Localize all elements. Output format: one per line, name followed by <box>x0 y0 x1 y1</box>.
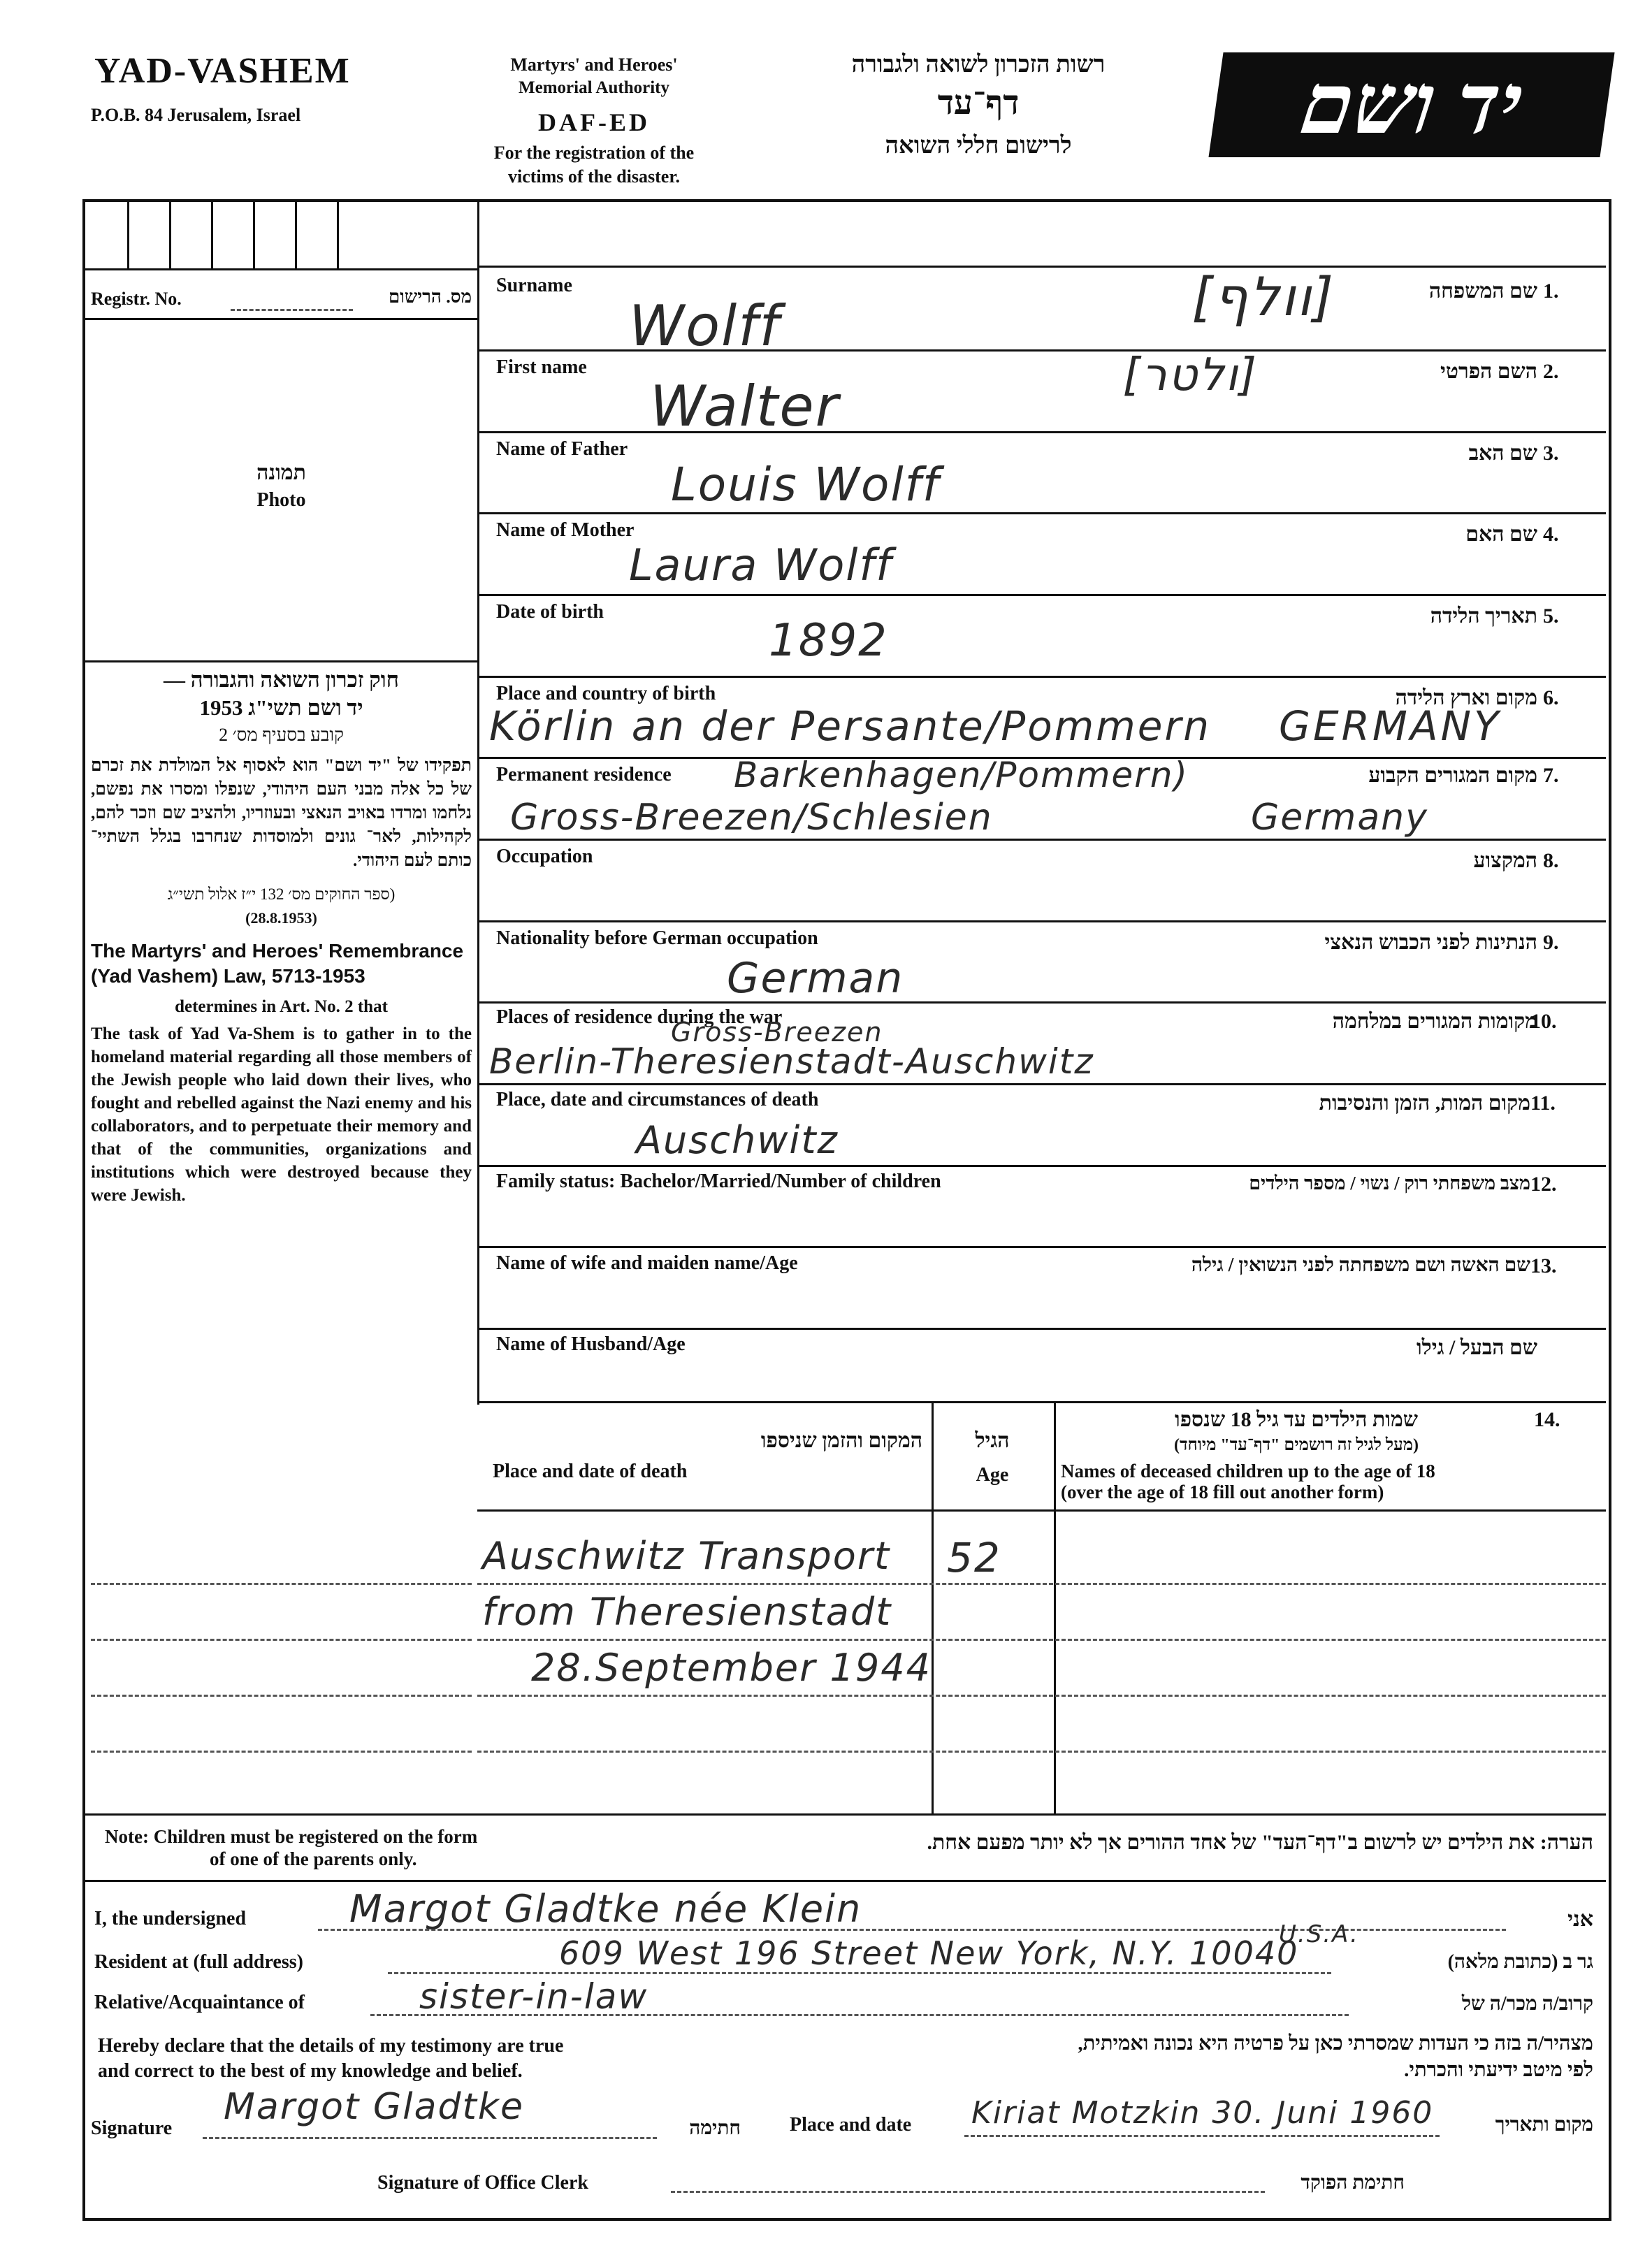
surname-label-hebrew: שם המשפחה <box>1428 280 1537 303</box>
signature-line <box>203 2137 657 2139</box>
law-body-hebrew: תפקידו של "יד ושם" הוא לאסוף אל המולדת את זכרם של כל אלה מבני העם היהודי, שנפלו ומסרו את נפשם, נלחמו ומרדו באויב הנאצי ובעוזריו, ולהציב שם וזכר להם, לקהילות, לאר־ גונים ולמוסדות שנחרבו בגלל השתיי־ כותם לעם היהודי. <box>91 756 472 870</box>
birth-place-value[interactable]: Körlin an der Persante/Pommern <box>489 702 1211 750</box>
children-place-header-hebrew: המקום והזמן שניספו <box>760 1429 922 1452</box>
note-rule <box>85 1880 1606 1882</box>
first-name-value[interactable]: Walter <box>650 374 840 439</box>
registr-rule <box>85 318 477 320</box>
declaration-hebrew-2: לפי מיטב ידיעתי והכרתי. <box>1404 2059 1593 2081</box>
left-column-divider <box>477 199 479 1405</box>
birth-country-value[interactable]: GERMANY <box>1279 702 1502 750</box>
row-rule-5 <box>477 676 1606 678</box>
signature-value[interactable]: Margot Gladtke <box>224 2086 524 2128</box>
row-rule-12 <box>477 1246 1606 1248</box>
children-age-header-hebrew: הגיל <box>975 1429 1010 1452</box>
field-number-6: 6. <box>1543 686 1559 709</box>
field-number-10: 10. <box>1530 1010 1557 1033</box>
daf-ed-title: DAF-ED <box>538 108 650 136</box>
undersigned-value[interactable]: Margot Gladtke née Klein <box>349 1887 862 1931</box>
law-determines: determines in Art. No. 2 that <box>175 997 388 1016</box>
row-rule-3 <box>477 512 1606 514</box>
undersigned-label-hebrew: אני <box>1567 1908 1593 1931</box>
field-number-8: 8. <box>1543 849 1559 872</box>
law-section-hebrew: קובע בסעיף מס׳ 2 <box>219 725 344 745</box>
relative-value[interactable]: sister-in-law <box>419 1976 649 2017</box>
residence-value-1[interactable]: Barkenhagen/Pommern) <box>734 755 1189 795</box>
registration-boxes <box>85 202 477 270</box>
law-title-hebrew-1: חוק זכרון השואה והגבורה — <box>163 667 400 692</box>
field-number-4: 4. <box>1543 523 1559 546</box>
row-rule-8 <box>477 920 1606 922</box>
note-english-2: of one of the parents only. <box>210 1848 417 1869</box>
note-english-1: Note: Children must be registered on the form <box>105 1826 478 1847</box>
nationality-label-hebrew: הנתינות לפני הכבוש הנאצי <box>1324 931 1537 954</box>
top-right-header-rule <box>477 266 1606 268</box>
resident-value[interactable]: 609 West 196 Street New York, N.Y. 10040 <box>559 1934 1299 1972</box>
war-residence-insert: Gross-Breezen <box>671 1017 883 1048</box>
law-date: (28.8.1953) <box>245 909 317 927</box>
wife-name-label: Name of wife and maiden name/Age <box>496 1252 798 1274</box>
declaration-english-2: and correct to the best of my knowledge and belief. <box>98 2060 523 2082</box>
authority-line-1: Martyrs' and Heroes' <box>510 55 678 75</box>
row-rule-9 <box>477 1001 1606 1004</box>
place-date-value[interactable]: Kiriat Motzkin 30. Juni 1960 <box>971 2095 1434 2131</box>
clerk-signature-line[interactable] <box>671 2191 1265 2193</box>
war-residence-label-hebrew: מקומות המגורים במלחמה <box>1332 1010 1537 1033</box>
field-number-1: 1. <box>1543 280 1559 303</box>
declaration-hebrew-1: מצהיר/ה בזה כי העדות שמסרתי כאן על פרטיה היא נכונה ואמיתית, <box>1078 2032 1593 2055</box>
children-header-rule <box>477 1509 1606 1512</box>
field-number-2: 2. <box>1543 360 1559 383</box>
law-text-panel <box>91 667 472 1207</box>
children-row-line-6 <box>477 1639 1606 1641</box>
registration-line-2: victims of the disaster. <box>507 166 680 187</box>
place-date-label: Place and date <box>790 2114 912 2136</box>
first-name-hebrew-value: [ולטר] <box>1122 349 1258 401</box>
children-names-header-hebrew-2: (מעל לגיל זה רושמים "דף־עד" מיוחד) <box>1174 1436 1419 1454</box>
row-rule-4 <box>477 594 1606 596</box>
mother-name-label: Name of Mother <box>496 519 635 541</box>
children-row-line-2 <box>91 1639 472 1641</box>
row-rule-14 <box>477 1401 1606 1403</box>
occupation-label-hebrew: המקצוע <box>1473 849 1537 872</box>
father-name-label-hebrew: שם האב <box>1468 442 1537 465</box>
nationality-value[interactable]: German <box>727 954 904 1003</box>
husband-name-label: Name of Husband/Age <box>496 1333 686 1355</box>
children-table-bottom <box>85 1813 1606 1816</box>
children-row-line-1 <box>91 1583 472 1585</box>
field-number-7: 7. <box>1543 764 1559 787</box>
family-status-label-hebrew: מצב משפחתי רוק / נשוי / מספר הילדים <box>1249 1173 1530 1194</box>
mother-name-value[interactable]: Laura Wolff <box>629 539 893 591</box>
husband-name-label-hebrew: שם הבעל / גילו <box>1416 1336 1537 1359</box>
daf-ed-hebrew: דף־עד <box>937 85 1020 122</box>
date-of-birth-value[interactable]: 1892 <box>769 615 888 667</box>
children-row-line-8 <box>477 1751 1606 1753</box>
father-name-value[interactable]: Louis Wolff <box>671 458 941 512</box>
authority-hebrew: רשות הזכרון לשואה ולגבורה <box>851 52 1106 78</box>
clerk-signature-label-hebrew: חתימת הפוקד <box>1300 2172 1405 2194</box>
signature-label: Signature <box>91 2117 173 2139</box>
photo-rule <box>85 660 477 662</box>
war-residence-label: Places of residence during the war <box>496 1006 783 1028</box>
field-number-9: 9. <box>1543 931 1559 954</box>
birth-place-label-hebrew: מקום וארץ הלידה <box>1395 686 1537 709</box>
father-name-label: Name of Father <box>496 438 628 460</box>
relative-label-hebrew: קרוב/ה מכר/ה של <box>1461 1993 1593 2015</box>
row-rule-2 <box>477 431 1606 433</box>
law-body-english: The task of Yad Va-Shem is to gather in to the homeland material regarding all those members of the Jewish people who laid down their lives, who fought and rebelled against the Nazi enemy and his collaborators, and to perpetuate their memory and that of the communities, organizations and institutions which were destroyed because they were Jewish. <box>91 1024 472 1205</box>
date-of-birth-label-hebrew: תאריך הלידה <box>1430 604 1537 628</box>
children-names-header-hebrew-1: שמות הילדים עד גיל 18 שנספו <box>1175 1408 1418 1431</box>
row-rule-13 <box>477 1328 1606 1330</box>
registr-no-label-hebrew: מס. הרישום <box>388 287 472 307</box>
photo-label: Photo <box>256 489 306 511</box>
row-rule-7 <box>477 839 1606 841</box>
children-place-header: Place and date of death <box>493 1461 688 1482</box>
children-row-line-7 <box>477 1695 1606 1697</box>
date-of-birth-label: Date of birth <box>496 601 604 623</box>
org-address: P.O.B. 84 Jerusalem, Israel <box>91 105 301 125</box>
org-title: YAD-VASHEM <box>94 51 351 91</box>
first-name-label: First name <box>496 356 587 378</box>
war-residence-value[interactable]: Berlin-Theresienstadt-Auschwitz <box>489 1041 1094 1082</box>
residence-label: Permanent residence <box>496 764 672 785</box>
clerk-signature-label: Signature of Office Clerk <box>377 2172 588 2194</box>
authority-line-2: Memorial Authority <box>519 78 669 97</box>
birth-place-label: Place and country of birth <box>496 683 716 704</box>
photo-label-hebrew: תמונה <box>256 461 306 484</box>
death-place-label-hebrew: מקום המות, הזמן והנסיבות <box>1319 1092 1530 1115</box>
field-number-12: 12. <box>1530 1173 1557 1196</box>
children-entry-age[interactable]: 52 <box>947 1534 1001 1581</box>
residence-value-2[interactable]: Gross-Breezen/Schlesien <box>510 797 993 839</box>
surname-label: Surname <box>496 275 572 296</box>
first-name-label-hebrew: השם הפרטי <box>1440 360 1537 383</box>
yad-vashem-logo <box>1208 52 1614 157</box>
death-place-value[interactable]: Auschwitz <box>636 1118 839 1162</box>
law-title-hebrew-2: יד ושם תשי"ג 1953 <box>199 695 363 720</box>
note-hebrew: הערה: את הילדים יש לרשום ב"דף־העד" של אחד ההורים אך לא יותר מפעם אחת. <box>927 1831 1593 1854</box>
relative-label: Relative/Acquaintance of <box>94 1992 305 2013</box>
children-age-header: Age <box>976 1464 1009 1486</box>
field-number-5: 5. <box>1543 604 1559 628</box>
field-number-13: 13. <box>1530 1254 1557 1277</box>
resident-label-hebrew: גר ב (כתובת מלאה) <box>1447 1951 1593 1973</box>
law-reference-hebrew: (ספר החוקים מס׳ 132 י״ז אלול תשי״ג <box>167 885 396 903</box>
field-number-3: 3. <box>1543 442 1559 465</box>
resident-label: Resident at (full address) <box>94 1951 303 1973</box>
children-entry-line-2[interactable]: from Theresienstadt <box>482 1590 892 1634</box>
children-names-header: Names of deceased children up to the age of 18 <box>1061 1461 1435 1482</box>
family-status-label: Family status: Bachelor/Married/Number of children <box>496 1171 941 1192</box>
mother-name-label-hebrew: שם האם <box>1465 523 1537 546</box>
resident-line <box>388 1972 1331 1974</box>
signature-label-hebrew: חתימה <box>689 2117 741 2139</box>
row-rule-10 <box>477 1083 1606 1085</box>
field-number-11: 11. <box>1530 1092 1556 1115</box>
occupation-label: Occupation <box>496 846 593 867</box>
nationality-label: Nationality before German occupation <box>496 927 818 949</box>
surname-hebrew-value: [וולף] <box>1191 266 1335 328</box>
children-row-line-5 <box>477 1583 1606 1585</box>
declaration-english-1: Hereby declare that the details of my testimony are true <box>98 2035 564 2057</box>
children-entry-line-1[interactable]: Auschwitz Transport <box>482 1534 891 1578</box>
registr-no-label: Registr. No. <box>91 289 182 309</box>
registration-line-1: For the registration of the <box>493 143 695 163</box>
children-row-line-3 <box>91 1695 472 1697</box>
law-title-english: The Martyrs' and Heroes' Remembrance (Yad Vashem) Law, 5713-1953 <box>91 940 464 987</box>
field-number-14: 14. <box>1534 1408 1560 1431</box>
logo-text: יד ושם <box>1295 58 1528 151</box>
children-row-line-4 <box>91 1751 472 1753</box>
death-place-label: Place, date and circumstances of death <box>496 1089 819 1110</box>
children-entry-line-3[interactable]: 28.September 1944 <box>531 1646 932 1690</box>
registr-no-field[interactable] <box>231 309 353 311</box>
children-names-header-note: (over the age of 18 fill out another form) <box>1061 1482 1384 1502</box>
registration-hebrew: לרישום חללי השואה <box>885 133 1072 159</box>
place-date-line <box>964 2135 1440 2137</box>
row-rule-11 <box>477 1165 1606 1167</box>
place-date-label-hebrew: מקום ותאריך <box>1495 2114 1593 2136</box>
residence-label-hebrew: מקום המגורים הקבוע <box>1368 764 1537 787</box>
undersigned-label: I, the undersigned <box>94 1908 247 1929</box>
residence-country-value[interactable]: Germany <box>1251 797 1428 839</box>
surname-value[interactable]: Wolff <box>629 294 781 358</box>
resident-extra: U.S.A. <box>1279 1920 1359 1948</box>
wife-name-label-hebrew: שם האשה ושם משפחתה לפני הנשואין / גילה <box>1191 1254 1530 1276</box>
